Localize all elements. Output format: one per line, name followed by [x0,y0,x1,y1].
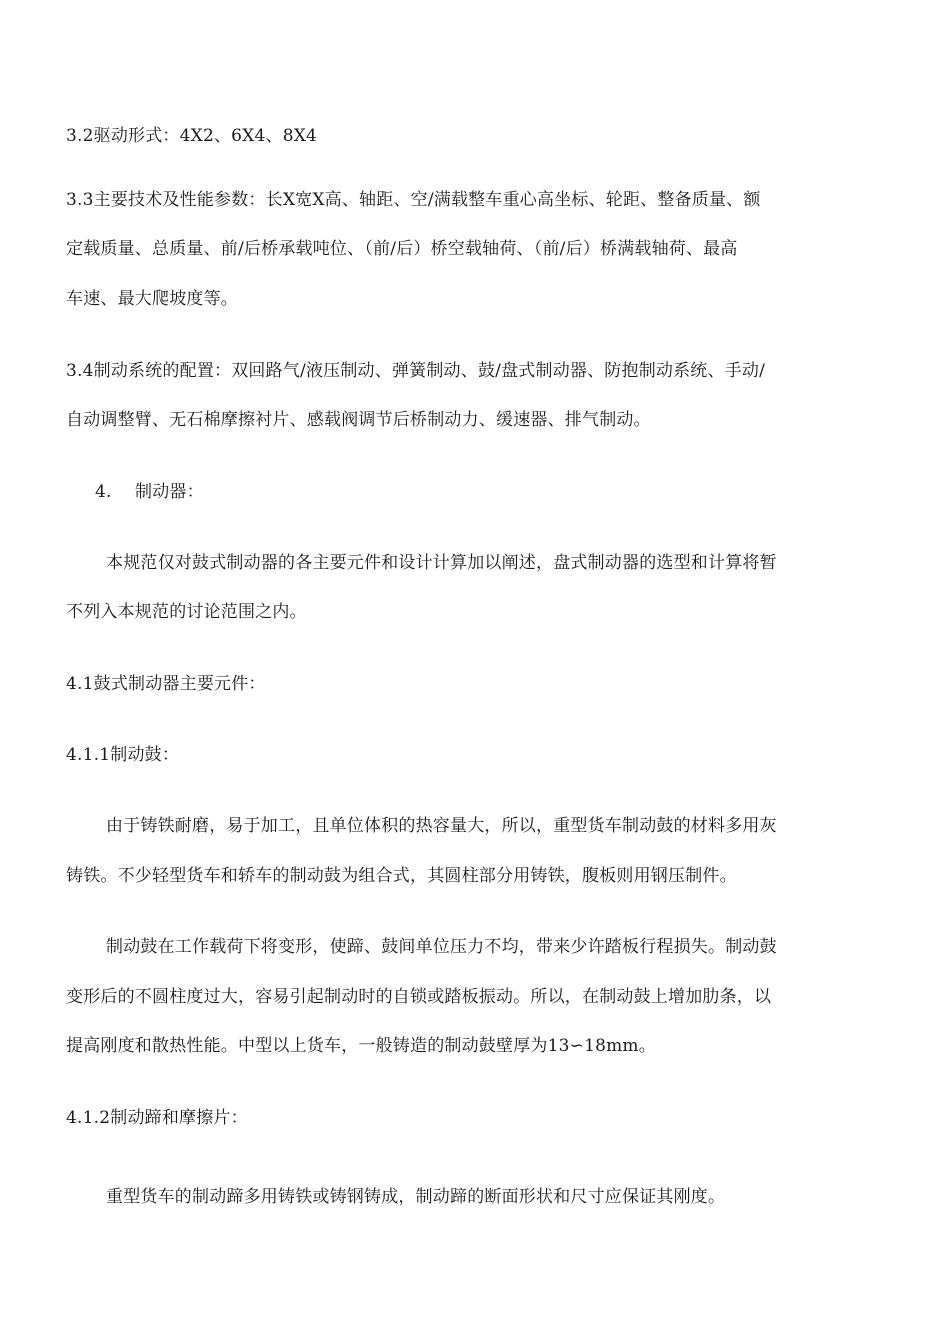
drum-paragraph-2-line-3: 提高刚度和散热性能。中型以上货车，一般铸造的制动鼓壁厚为13∽18mm。 [66,1036,656,1056]
section-4-number: 4. [95,482,112,502]
drum-paragraph-2-line-2: 变形后的不圆柱度过大，容易引起制动时的自锁或踏板振动。所以，在制动鼓上增加肋条，以 [66,987,772,1007]
section-3-2-drive-form: 3.2驱动形式：4X2、6X4、8X4 [66,126,318,146]
section-4-1-heading: 4.1鼓式制动器主要元件： [66,674,266,694]
drum-paragraph-1-line-1: 由于铸铁耐磨，易于加工，且单位体积的热容量大，所以，重型货车制动鼓的材料多用灰 [106,816,777,836]
section-4-title: 制动器： [135,482,204,502]
section-4-intro-line-1: 本规范仅对鼓式制动器的各主要元件和设计计算加以阐述，盘式制动器的选型和计算将暂 [106,553,777,573]
section-4-1-2-heading: 4.1.2制动蹄和摩擦片： [66,1108,248,1128]
section-3-4-line-1: 3.4制动系统的配置：双回路气/液压制动、弹簧制动、鼓/盘式制动器、防抱制动系统、手动/ [66,361,766,381]
section-3-3-line-1: 3.3主要技术及性能参数：长X宽X高、轴距、空/满载整车重心高坐标、轮距、整备质量、额 [66,190,761,210]
shoe-paragraph-1: 重型货车的制动蹄多用铸铁或铸钢铸成，制动蹄的断面形状和尺寸应保证其刚度。 [106,1187,726,1207]
drum-paragraph-1-line-2: 铸铁。不少轻型货车和轿车的制动鼓为组合式，其圆柱部分用铸铁，腹板则用钢压制件。 [66,866,737,886]
section-3-3-line-3: 车速、最大爬坡度等。 [66,289,238,309]
section-3-4-line-2: 自动调整臂、无石棉摩擦衬片、感载阀调节后桥制动力、缓速器、排气制动。 [66,410,651,430]
section-3-3-line-2: 定载质量、总质量、前/后桥承载吨位、（前/后）桥空载轴荷、（前/后）桥满载轴荷、最高 [66,239,738,259]
section-4-intro-line-2: 不列入本规范的讨论范围之内。 [66,602,307,622]
section-4-heading [95,481,895,503]
drum-paragraph-2-line-1: 制动鼓在工作载荷下将变形，使蹄、鼓间单位压力不均，带来少许踏板行程损失。制动鼓 [106,937,777,957]
section-4-1-1-heading: 4.1.1制动鼓： [66,745,180,765]
